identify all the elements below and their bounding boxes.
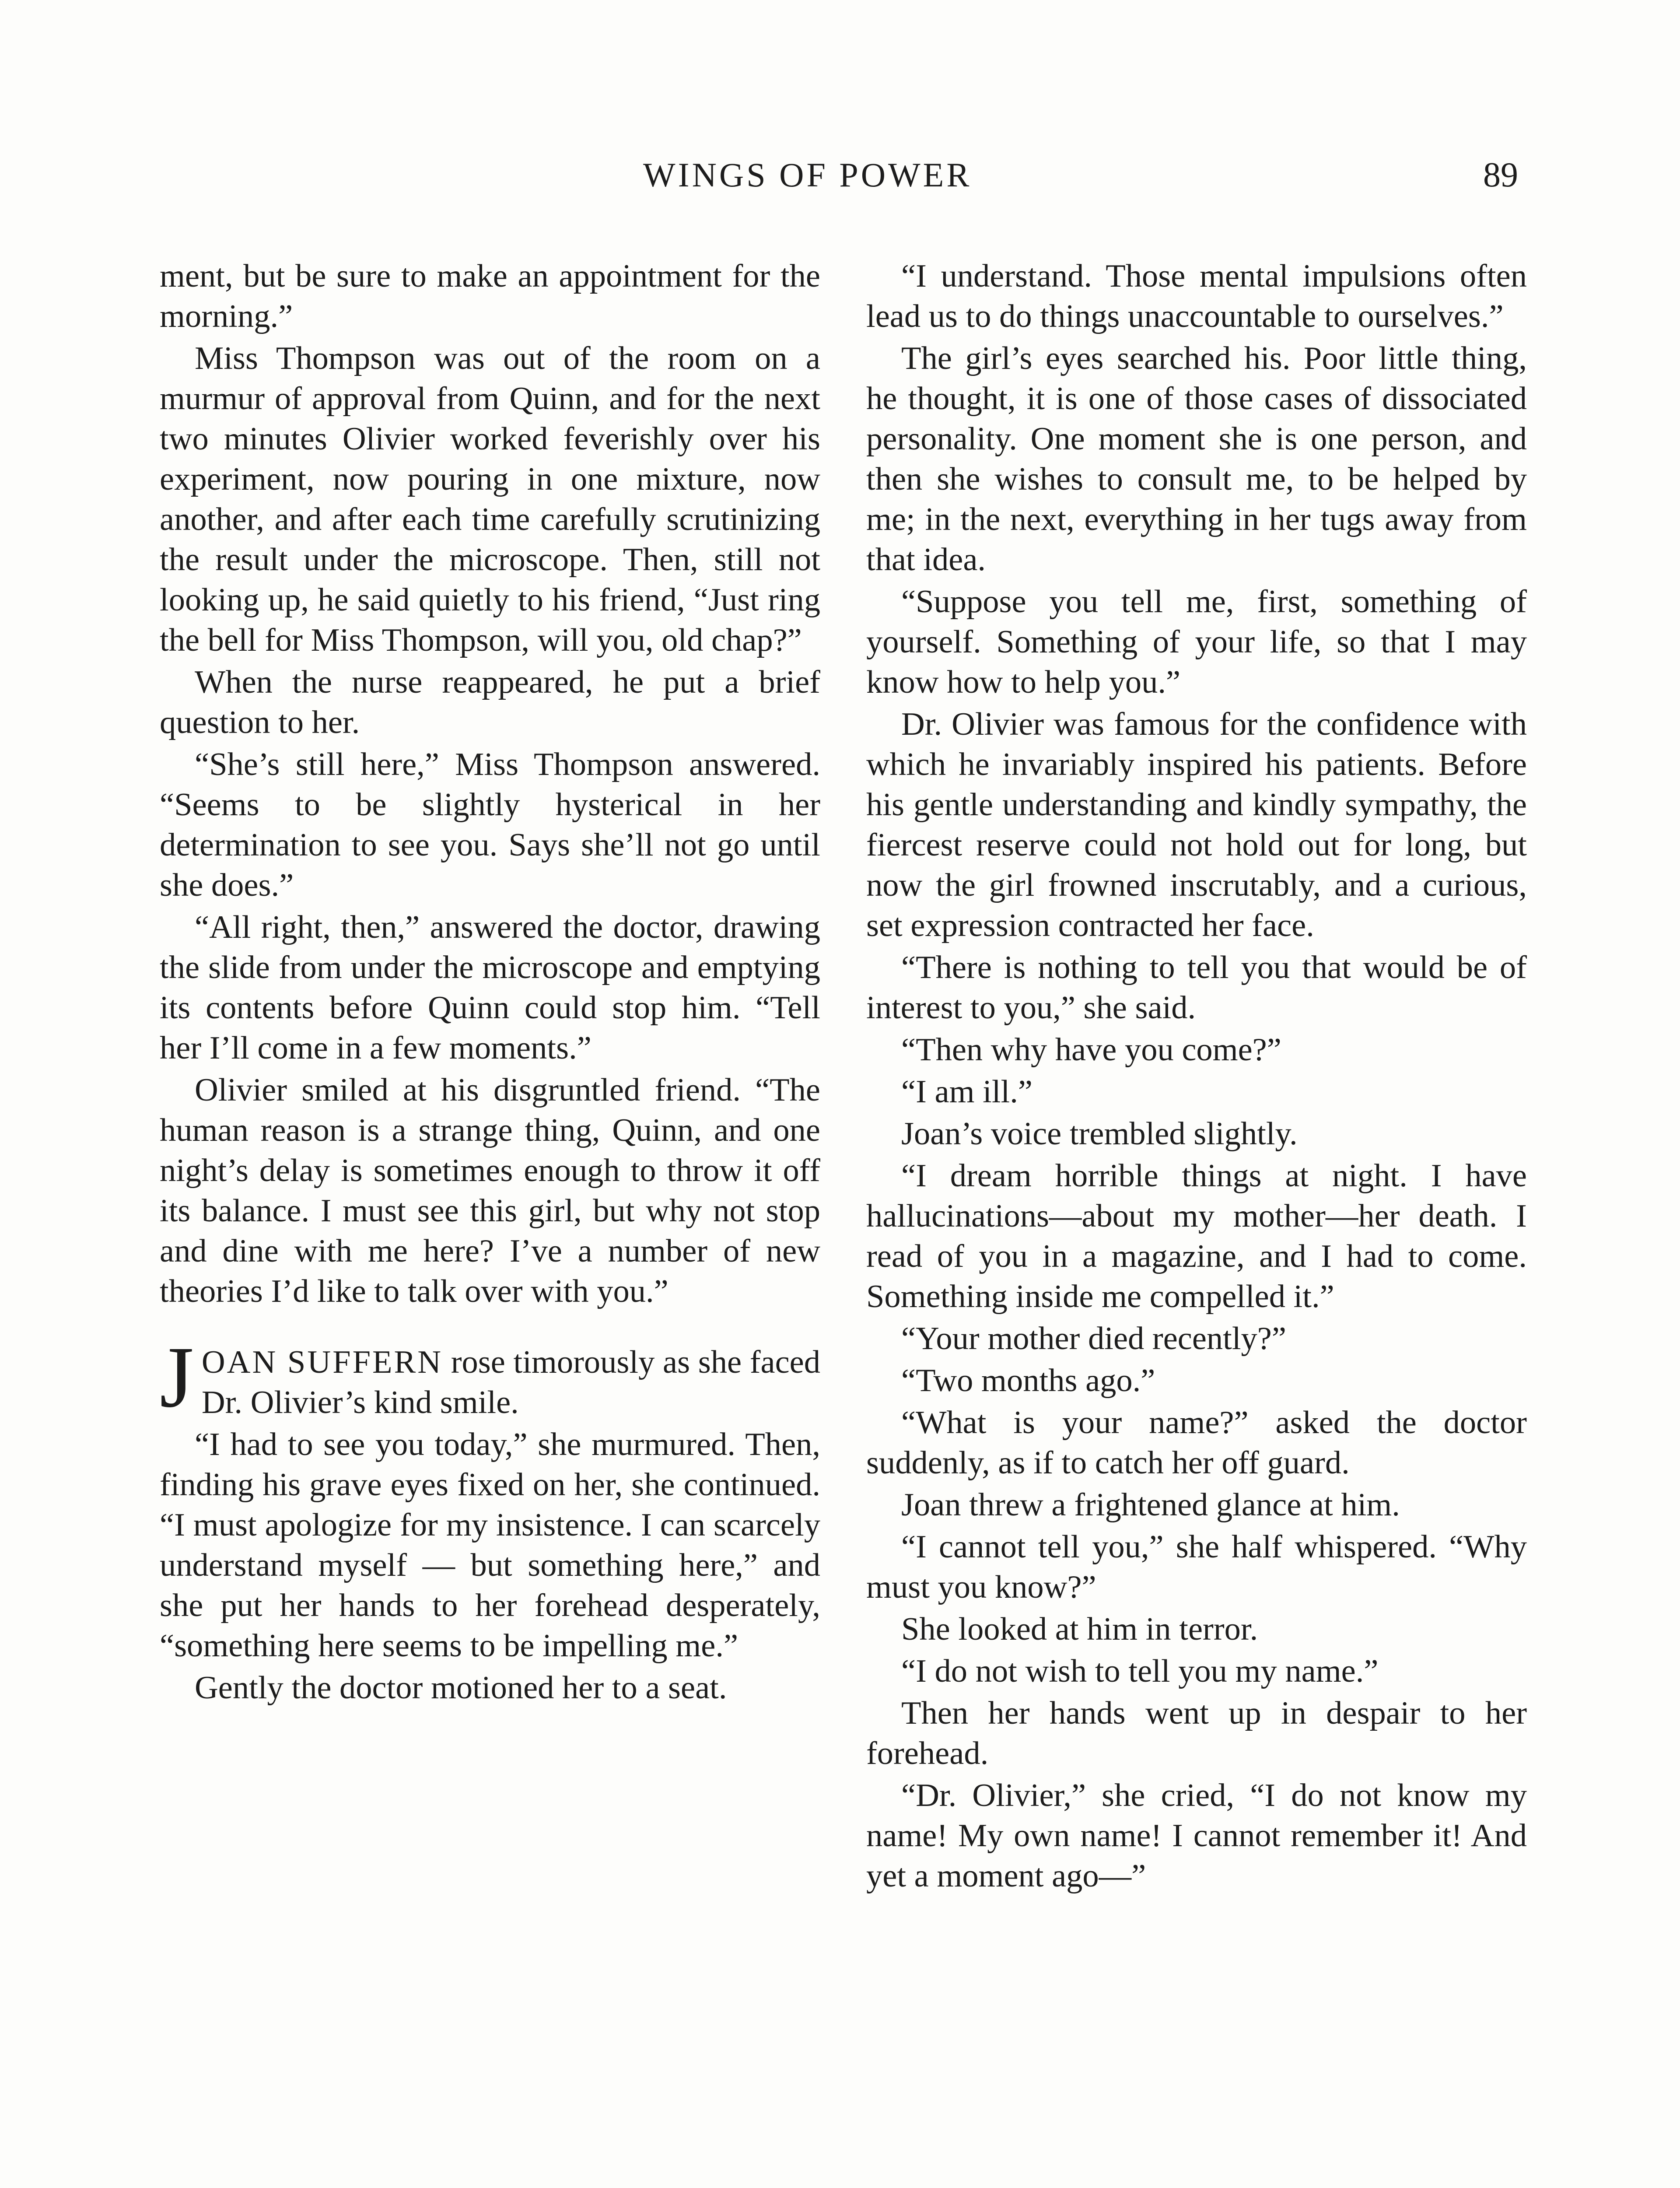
paragraph: “What is your name?” asked the doctor suddenly, as if to catch her off guard.: [866, 1405, 1527, 1481]
drop-cap: J: [160, 1329, 194, 1426]
paragraph: “I dream horrible things at night. I have hallucinations—about my mother—her death. I read of you in a magazine, and I had to come. Something inside me compelled it.”: [866, 1158, 1527, 1315]
paragraph: “I do not wish to tell you my name.”: [901, 1653, 1379, 1689]
paragraph: When the nurse reappeared, he put a brief question to her.: [160, 664, 820, 740]
paragraph: “All right, then,” answered the doctor, drawing the slide from under the microscope and emptying its contents before Quinn could stop him. “Tell her I’ll come in a few moments.”: [160, 909, 820, 1066]
lead-in-words: OAN SUFFERN: [201, 1344, 443, 1380]
left-column: [160, 256, 820, 1710]
paragraph: “I am ill.”: [901, 1074, 1032, 1110]
paragraph: “Two months ago.”: [901, 1363, 1155, 1399]
paragraph: “I understand. Those mental impulsions often lead us to do things unaccountable to ourselves.”: [866, 258, 1527, 334]
paragraph: The girl’s eyes searched his. Poor little thing, he thought, it is one of those cases of dissociated personality. One moment she is one person, and then she wishes to consult me, to be helped by me; in the next, everything in her tugs away from that idea.: [866, 340, 1527, 578]
paragraph: She looked at him in terror.: [901, 1611, 1258, 1647]
paragraph: Gently the doctor motioned her to a seat.: [195, 1670, 727, 1706]
paragraph: Joan’s voice trembled slightly.: [901, 1116, 1298, 1152]
paragraph: “She’s still here,” Miss Thompson answered. “Seems to be slightly hysterical in her determination to see you. Says she’ll not go until she does.”: [160, 747, 820, 903]
right-column: [866, 256, 1527, 1898]
running-head: [0, 155, 1680, 203]
page-number: 89: [1483, 156, 1518, 194]
paragraph: “Your mother died recently?”: [901, 1321, 1286, 1357]
paragraph: Olivier smiled at his disgruntled friend. “The human reason is a strange thing, Quinn, and one night’s delay is sometimes enough to throw it off its balance. I must see this girl, but why not stop and dine with me here? I’ve a number of new theories I’d like to talk over with you.”: [160, 1072, 820, 1309]
paragraph: “There is nothing to tell you that would be of interest to you,” she said.: [866, 950, 1527, 1026]
paragraph: “Then why have you come?”: [901, 1032, 1281, 1068]
paragraph: Joan threw a frightened glance at him.: [901, 1487, 1400, 1523]
paragraph-text: rose timorously as she faced Dr. Olivier’s kind smile.: [201, 1344, 820, 1420]
section-opening-paragraph: [160, 1329, 820, 1426]
paragraph: “Suppose you tell me, first, something of yourself. Something of your life, so that I may know how to help you.”: [866, 584, 1527, 700]
running-title: WINGS OF POWER: [643, 156, 972, 194]
paragraph: “Dr. Olivier,” she cried, “I do not know my name! My own name! I cannot remember it! And yet a moment ago—”: [866, 1778, 1527, 1894]
paragraph: Miss Thompson was out of the room on a murmur of approval from Quinn, and for the next two minutes Olivier worked feverishly over his experiment, now pouring in one mixture, now another, and after each time carefully scrutinizing the result under the microscope. Then, still not looking up, he said quietly to his friend, “Just ring the bell for Miss Thompson, will you, old chap?”: [160, 340, 820, 658]
paragraph: “I cannot tell you,” she half whispered. “Why must you know?”: [866, 1529, 1527, 1605]
paragraph: ment, but be sure to make an appointment for the morning.”: [160, 258, 820, 334]
paragraph: “I had to see you today,” she murmured. Then, finding his grave eyes fixed on her, she continued. “I must apologize for my insistence. I can scarcely understand myself — but something here,” and she put her hands to her forehead desperately, “something here seems to be impelling me.”: [160, 1427, 820, 1664]
paragraph: Then her hands went up in despair to her forehead.: [866, 1695, 1527, 1771]
paragraph: Dr. Olivier was famous for the confidence with which he invariably inspired his patients. Before his gentle understanding and kindly sympathy, the fiercest reserve could not hold out for long, but now the girl frowned inscrutably, and a curious, set expression contracted her face.: [866, 706, 1527, 943]
